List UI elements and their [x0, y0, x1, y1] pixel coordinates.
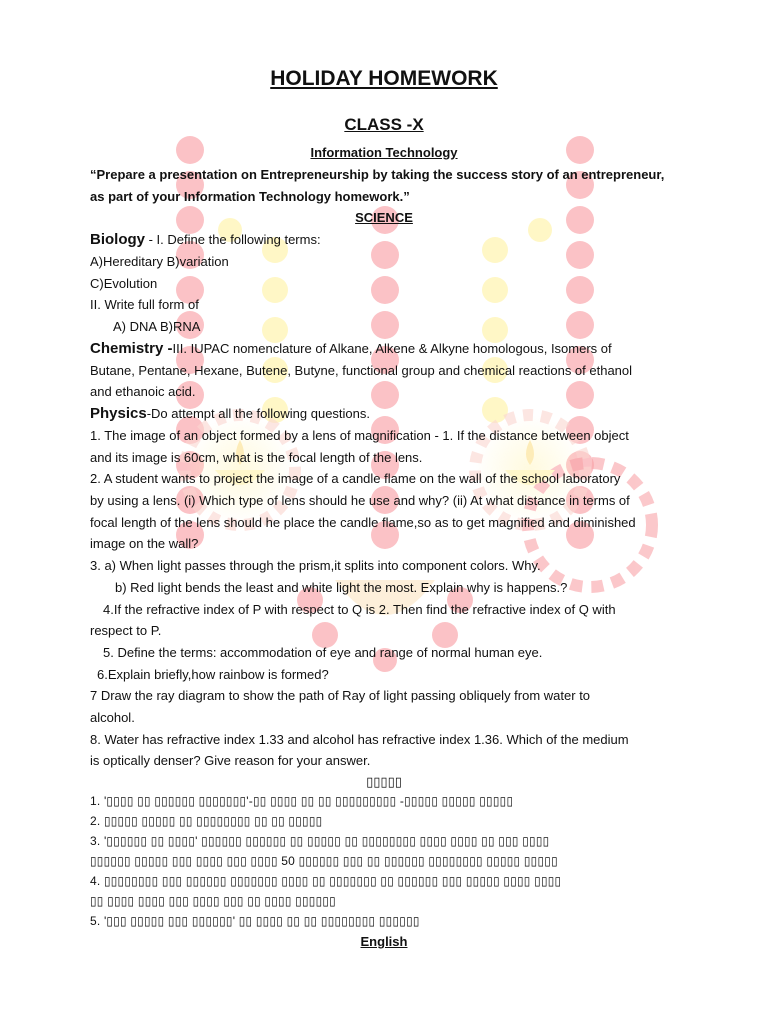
chemistry-line-1: [90, 338, 672, 359]
physics-q4-b: respect to P.: [90, 623, 162, 638]
physics-q8-a: 8. Water has refractive index 1.33 and alcohol has refractive index 1.36. Which of the medium: [90, 732, 629, 747]
biology-label: Biology: [90, 231, 145, 248]
it-text-2: as part of your Information Technology homework.”: [90, 189, 410, 204]
physics-q2-b: by using a lens. (i) Which type of lens should he use and why? (ii) At what distance in terms of: [90, 493, 630, 508]
biology-line-2: A)Hereditary B)variation: [90, 254, 229, 269]
physics-q7-a: 7 Draw the ray diagram to show the path of Ray of light passing obliquely from water to: [90, 688, 591, 703]
physics-q6: 6.Explain briefly,how rainbow is formed?: [97, 667, 329, 682]
physics-q3-b: b) Red light bends the least and white light the most. Explain why is happens.?: [115, 580, 568, 595]
hindi-q3-b: ▯▯▯▯▯▯ ▯▯▯▯▯ ▯▯▯ ▯▯▯▯ ▯▯▯ ▯▯▯▯ 50 ▯▯▯▯▯▯ ▯▯▯ ▯▯ ▯▯▯▯▯▯ ▯▯▯▯▯▯▯▯ ▯▯▯▯▯ ▯▯▯▯▯: [90, 854, 558, 868]
hindi-heading: ▯▯▯▯▯: [366, 774, 402, 789]
biology-line-5: A) DNA B)RNA: [113, 319, 201, 334]
physics-q1-b: and its image is 60cm, what is the focal length of the lens.: [90, 450, 423, 465]
physics-q8-b: is optically denser? Give reason for your answer.: [90, 753, 371, 768]
chemistry-text: III. IUPAC nomenclature of Alkane, Alkene & Alkyne homologous, Isomers of: [172, 341, 612, 356]
english-heading: English: [360, 934, 408, 949]
physics-q1-a: 1. The image of an object formed by a lens of magnification - 1. If the distance between object: [90, 428, 629, 443]
physics-q7-b: alcohol.: [90, 710, 135, 725]
chemistry-line-3: and ethanoic acid.: [90, 384, 196, 399]
physics-q3-a: 3. a) When light passes through the prism,it splits into component colors. Why.: [90, 558, 541, 573]
physics-q5: 5. Define the terms: accommodation of eye and range of normal human eye.: [103, 645, 543, 660]
class-heading: CLASS -X: [344, 115, 424, 134]
hindi-q2: 2. ▯▯▯▯▯ ▯▯▯▯▯ ▯▯ ▯▯▯▯▯▯▯▯ ▯▯ ▯▯ ▯▯▯▯▯: [90, 814, 323, 828]
hindi-q4-b: ▯▯ ▯▯▯▯ ▯▯▯▯ ▯▯▯ ▯▯▯▯ ▯▯▯ ▯▯ ▯▯▯▯ ▯▯▯▯▯▯: [90, 894, 336, 908]
physics-q2-a: 2. A student wants to project the image of a candle flame on the wall of the school laboratory: [90, 471, 621, 486]
hindi-q3-a: 3. '▯▯▯▯▯▯ ▯▯ ▯▯▯▯' ▯▯▯▯▯▯ ▯▯▯▯▯▯ ▯▯ ▯▯▯▯▯ ▯▯ ▯▯▯▯▯▯▯▯ ▯▯▯▯ ▯▯▯▯ ▯▯ ▯▯▯ ▯▯▯▯: [90, 834, 550, 848]
it-heading: Information Technology: [310, 145, 458, 160]
hindi-q1: 1. '▯▯▯▯ ▯▯ ▯▯▯▯▯▯ ▯▯▯▯▯▯▯'-▯▯ ▯▯▯▯ ▯▯ ▯▯ ▯▯▯▯▯▯▯▯▯ -▯▯▯▯▯ ▯▯▯▯▯ ▯▯▯▯▯: [90, 794, 514, 808]
physics-q2-d: image on the wall?: [90, 536, 199, 551]
physics-label: Physics: [90, 405, 147, 422]
chemistry-line-2: Butane, Pentane, Hexane, Butene, Butyne, functional group and chemical reactions of ethanol: [90, 363, 633, 378]
document-title: HOLIDAY HOMEWORK: [270, 67, 498, 90]
physics-line-1: [90, 403, 672, 424]
hindi-q5: 5. '▯▯▯ ▯▯▯▯▯ ▯▯▯ ▯▯▯▯▯▯' ▯▯ ▯▯▯▯ ▯▯ ▯▯ ▯▯▯▯▯▯▯▯ ▯▯▯▯▯▯: [90, 914, 420, 928]
biology-line-4: II. Write full form of: [90, 297, 199, 312]
chemistry-label: Chemistry -: [90, 340, 173, 357]
biology-line-3: C)Evolution: [90, 276, 158, 291]
physics-text: -Do attempt all the following questions.: [146, 406, 371, 421]
biology-line-1: [90, 229, 672, 250]
it-text-1: “Prepare a presentation on Entrepreneurship by taking the success story of an entrepreneur,: [90, 167, 665, 182]
hindi-q4-a: 4. ▯▯▯▯▯▯▯▯ ▯▯▯ ▯▯▯▯▯▯ ▯▯▯▯▯▯▯ ▯▯▯▯ ▯▯ ▯▯▯▯▯▯▯ ▯▯ ▯▯▯▯▯▯ ▯▯▯ ▯▯▯▯▯ ▯▯▯▯ ▯▯▯▯: [90, 874, 562, 888]
physics-q4-a: 4.If the refractive index of P with respect to Q is 2. Then find the refractive index of Q with: [103, 602, 616, 617]
science-heading: SCIENCE: [355, 210, 413, 225]
biology-text: - I. Define the following terms:: [145, 232, 321, 247]
physics-q2-c: focal length of the lens should he place the candle flame,so as to get magnified and diminished: [90, 515, 636, 530]
